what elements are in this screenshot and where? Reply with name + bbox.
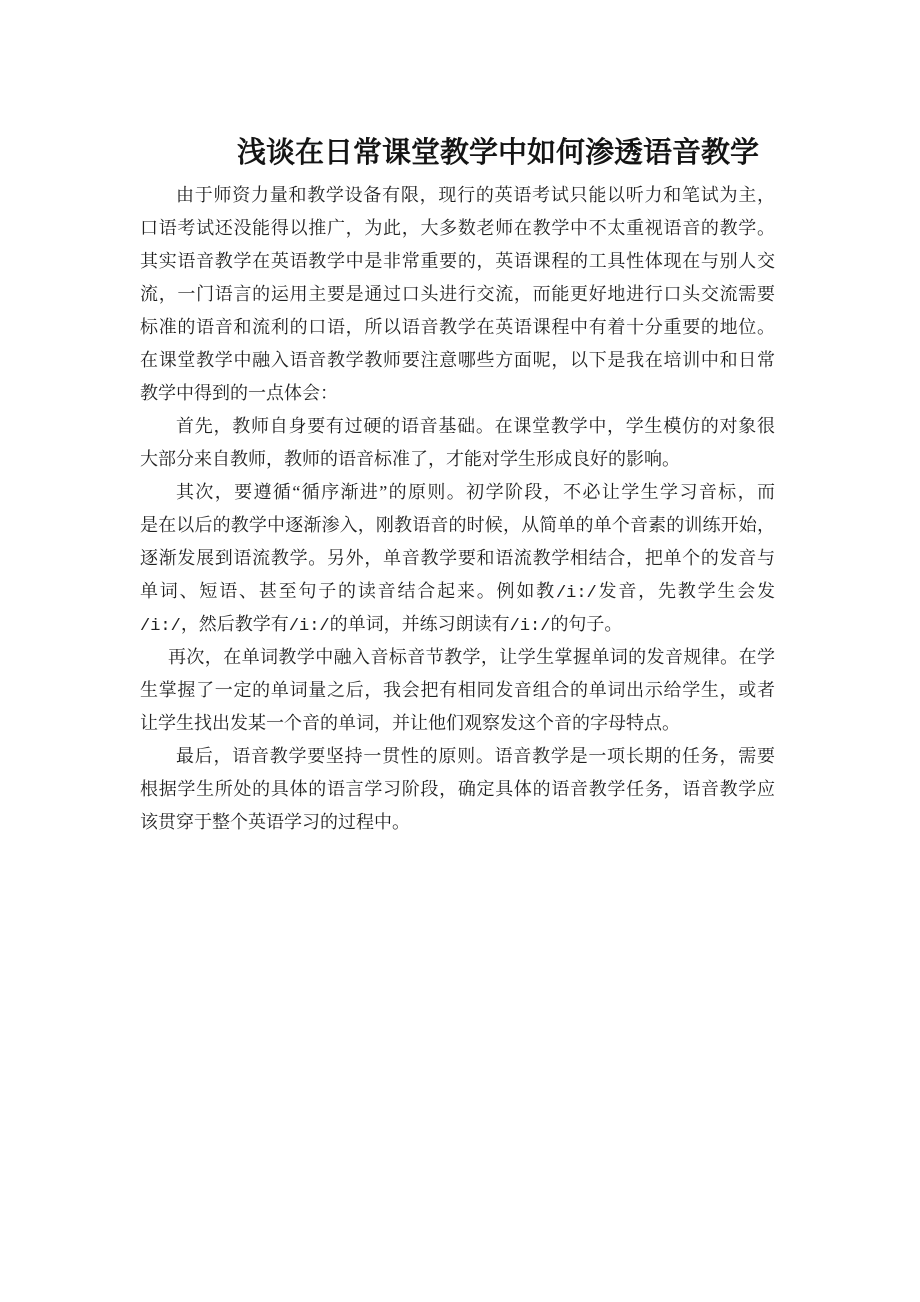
paragraph <box>140 740 775 839</box>
text-line: 其实语音教学在英语教学中是非常重要的，英语课程的工具性体现在与别人交 <box>140 251 775 271</box>
text-line: 单词、短语、甚至句子的读音结合起来。例如教/i:/发音，先教学生会发 <box>140 581 776 603</box>
text-line: 其次，要遵循“循序渐进”的原则。初学阶段，不必让学生学习音标，而 <box>176 482 775 502</box>
document-body <box>140 179 775 839</box>
phonetic-symbol: /i:/ <box>555 584 597 603</box>
text-line: 是在以后的教学中逐渐渗入，刚教语音的时候，从简单的单个音素的训练开始， <box>140 515 775 535</box>
text-line: 大部分来自教师，教师的语音标准了，才能对学生形成良好的影响。 <box>140 449 680 469</box>
text-line: 首先，教师自身要有过硬的语音基础。在课堂教学中，学生模仿的对象很 <box>176 416 775 436</box>
text-line: 生掌握了一定的单词量之后，我会把有相同发音组合的单词出示给学生，或者 <box>140 680 775 700</box>
paragraph <box>140 410 775 476</box>
paragraph <box>140 476 775 641</box>
paragraph <box>140 641 775 740</box>
document-title: 浅谈在日常课堂教学中如何渗透语音教学 <box>237 137 760 169</box>
text-line: 口语考试还没能得以推广，为此，大多数老师在教学中不太重视语音的教学。 <box>140 218 775 238</box>
phonetic-symbol: /i:/ <box>509 617 551 636</box>
text-line: 由于师资力量和教学设备有限，现行的英语考试只能以听力和笔试为主， <box>176 185 775 205</box>
text-line: 该贯穿于整个英语学习的过程中。 <box>140 812 410 832</box>
phonetic-symbol: /i:/ <box>288 617 330 636</box>
text-line: 教学中得到的一点体会： <box>140 383 338 403</box>
text-line: 根据学生所处的具体的语言学习阶段，确定具体的语音教学任务，语音教学应 <box>140 779 775 799</box>
phonetic-symbol: /i:/ <box>140 617 181 636</box>
text-line: 标准的语音和流利的口语，所以语音教学在英语课程中有着十分重要的地位。 <box>140 317 775 337</box>
text-line: 再次，在单词教学中融入音标音节教学，让学生掌握单词的发音规律。在学 <box>168 647 775 667</box>
text-line: 让学生找出发某一个音的单词，并让他们观察发这个音的字母特点。 <box>140 713 680 733</box>
text-line: 最后，语音教学要坚持一贯性的原则。语音教学是一项长期的任务，需要 <box>176 746 775 766</box>
paragraph <box>140 179 775 410</box>
text-line: 流，一门语言的运用主要是通过口头进行交流，而能更好地进行口头交流需要 <box>140 284 775 304</box>
text-line: 逐渐发展到语流教学。另外，单音教学要和语流教学相结合，把单个的发音与 <box>140 548 775 568</box>
text-line: 在课堂教学中融入语音教学教师要注意哪些方面呢，以下是我在培训中和日常 <box>140 350 775 370</box>
text-line: /i:/，然后教学有/i:/的单词，并练习朗读有/i:/的句子。 <box>140 614 623 636</box>
